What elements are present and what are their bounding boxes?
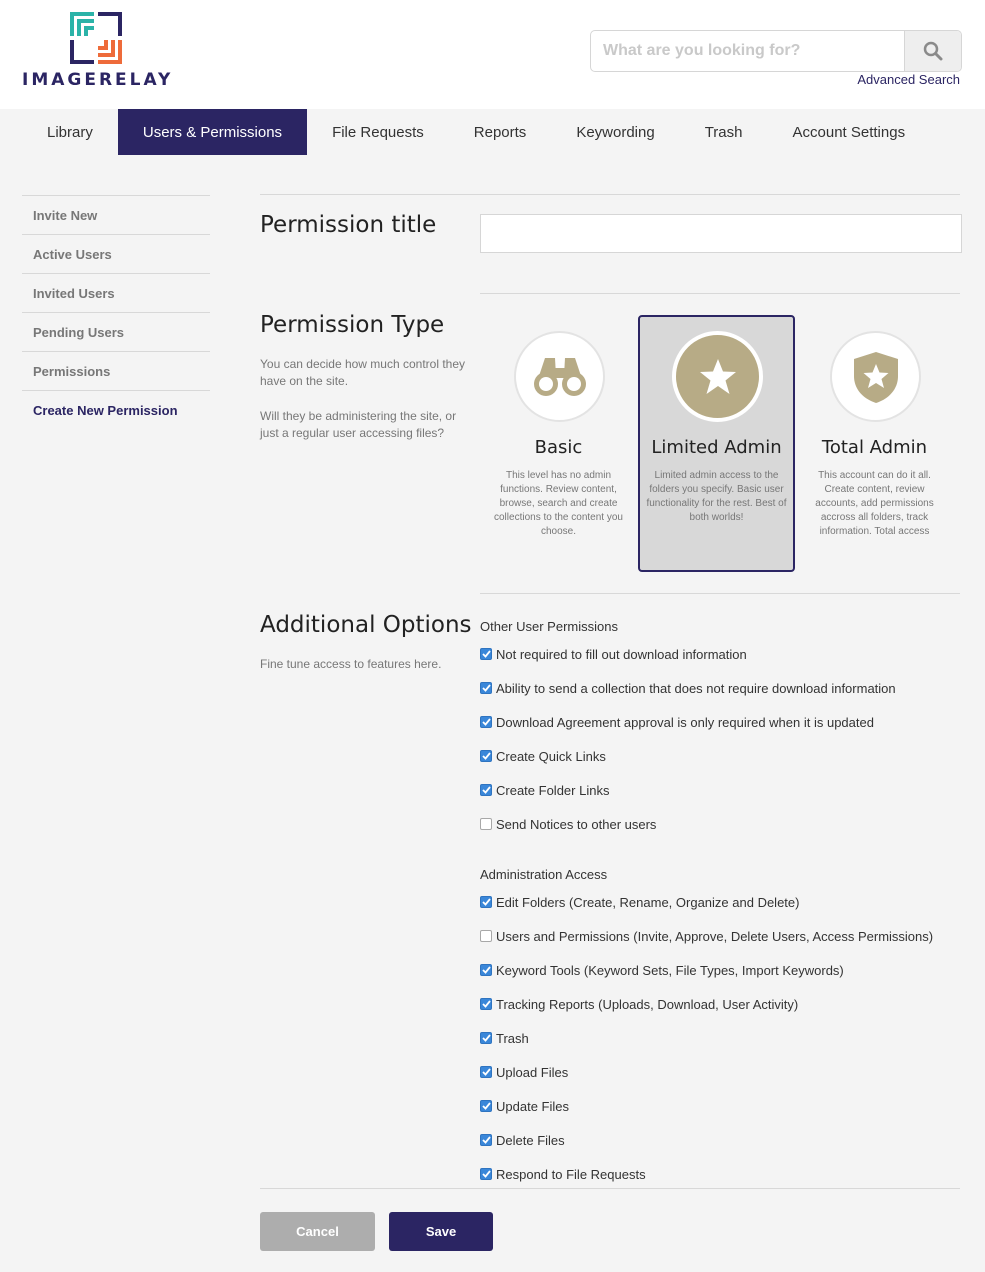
checkbox-label: Download Agreement approval is only required when it is updated: [496, 714, 874, 730]
nav-users-permissions[interactable]: Users & Permissions: [118, 109, 307, 155]
checkmark-icon: [482, 752, 491, 760]
divider: [260, 1188, 960, 1189]
checkbox[interactable]: [480, 1100, 492, 1112]
nav-file-requests[interactable]: File Requests: [332, 123, 424, 141]
checkbox-label: Ability to send a collection that does not require download information: [496, 680, 896, 696]
checkmark-icon: [482, 684, 491, 692]
logo-mark-icon: [70, 12, 122, 64]
checkmark-icon: [482, 1102, 491, 1110]
additional-options-description: Fine tune access to features here.: [260, 657, 442, 671]
checkmark-icon: [482, 1034, 491, 1042]
checkbox[interactable]: [480, 716, 492, 728]
search-button[interactable]: [904, 31, 961, 71]
nav-reports[interactable]: Reports: [473, 123, 527, 141]
cancel-button[interactable]: Cancel: [260, 1212, 375, 1251]
checkbox-row[interactable]: [480, 893, 799, 911]
divider: [480, 293, 960, 294]
checkmark-icon: [482, 1170, 491, 1178]
checkbox-row[interactable]: [480, 961, 844, 979]
checkbox-label: Send Notices to other users: [496, 816, 657, 832]
checkbox-label: Trash: [496, 1030, 529, 1046]
sidebar-item-pending-users[interactable]: Pending Users: [22, 313, 210, 352]
sidebar: [22, 195, 210, 430]
imagerelay-logo[interactable]: [22, 12, 182, 92]
permission-type-description: You can decide how much control they have on the site.: [260, 357, 466, 388]
checkbox[interactable]: [480, 1168, 492, 1180]
divider: [480, 593, 960, 594]
sidebar-item-create-new-permission[interactable]: Create New Permission: [33, 403, 178, 418]
checkbox-label: Create Folder Links: [496, 782, 610, 798]
binoculars-icon: [531, 354, 589, 400]
checkbox[interactable]: [480, 896, 492, 908]
checkmark-icon: [482, 898, 491, 906]
checkbox-label: Respond to File Requests: [496, 1166, 646, 1182]
permission-type-question: Will they be administering the site, or just a regular user accessing files?: [260, 409, 457, 440]
checkbox-row[interactable]: [480, 1131, 565, 1149]
nav-keywording[interactable]: Keywording: [576, 123, 655, 141]
checkbox[interactable]: [480, 998, 492, 1010]
main-nav: [0, 109, 985, 155]
checkbox[interactable]: [480, 1134, 492, 1146]
checkmark-icon: [482, 1000, 491, 1008]
shield-star-icon: [852, 350, 900, 404]
basic-icon-circle: [514, 331, 605, 422]
checkbox[interactable]: [480, 784, 492, 796]
checkbox-label: Keyword Tools (Keyword Sets, File Types, Import Keywords): [496, 962, 844, 978]
checkbox-label: Delete Files: [496, 1132, 565, 1148]
checkbox-row[interactable]: [480, 927, 933, 945]
checkbox[interactable]: [480, 818, 492, 830]
checkmark-icon: [482, 966, 491, 974]
permission-option-total-admin[interactable]: [796, 315, 953, 572]
checkbox-row[interactable]: [480, 645, 747, 663]
star-icon: [698, 357, 738, 397]
brand-name: IMAGERELAY: [22, 70, 174, 90]
permission-option-name: Limited Admin: [651, 437, 782, 458]
permission-title-input[interactable]: [480, 214, 962, 253]
checkbox-row[interactable]: [480, 713, 874, 731]
search-input[interactable]: [591, 31, 905, 71]
checkbox-label: Upload Files: [496, 1064, 569, 1080]
checkbox[interactable]: [480, 964, 492, 976]
permission-option-description: This account can do it all. Create content, review accounts, add permissions accross all folders, track information. Total access: [815, 470, 934, 537]
other-user-permissions-label: Other User Permissions: [480, 619, 618, 634]
save-button[interactable]: Save: [389, 1212, 493, 1251]
checkbox-label: Users and Permissions (Invite, Approve, Delete Users, Access Permissions): [496, 928, 934, 944]
checkbox-row[interactable]: [480, 781, 609, 799]
checkbox-row[interactable]: [480, 1165, 646, 1183]
checkmark-icon: [482, 718, 491, 726]
checkbox[interactable]: [480, 1032, 492, 1044]
permission-option-basic[interactable]: [480, 315, 637, 572]
checkbox-row[interactable]: [480, 679, 896, 697]
checkbox[interactable]: [480, 682, 492, 694]
header: [0, 0, 985, 109]
checkbox-row[interactable]: [480, 1063, 568, 1081]
permission-option-name: Total Admin: [821, 437, 928, 458]
checkbox-label: Not required to fill out download information: [496, 646, 747, 662]
permission-option-name: Basic: [534, 437, 583, 458]
nav-account-settings[interactable]: Account Settings: [792, 123, 906, 141]
checkbox[interactable]: [480, 750, 492, 762]
sidebar-item-invite-new[interactable]: Invite New: [22, 196, 210, 235]
checkbox[interactable]: [480, 1066, 492, 1078]
additional-options-heading: Additional Options: [260, 612, 472, 638]
permission-option-description: This level has no admin functions. Review content, browse, search and create collections to the content you choose.: [494, 470, 623, 537]
checkbox-row[interactable]: [480, 995, 798, 1013]
sidebar-item-invited-users[interactable]: Invited Users: [22, 274, 210, 313]
permission-title-heading: Permission title: [260, 212, 437, 238]
nav-trash[interactable]: Trash: [704, 123, 743, 141]
permission-option-description: Limited admin access to the folders you specify. Basic user functionality for the rest. Best of both worlds!: [646, 470, 787, 523]
divider: [260, 194, 960, 195]
checkbox-label: Edit Folders (Create, Rename, Organize and Delete): [496, 894, 800, 910]
sidebar-item-permissions[interactable]: Permissions: [22, 352, 210, 391]
nav-library[interactable]: Library: [47, 123, 93, 141]
advanced-search-link[interactable]: Advanced Search: [857, 72, 960, 87]
checkbox-label: Update Files: [496, 1098, 569, 1114]
checkbox[interactable]: [480, 930, 492, 942]
sidebar-item-active-users[interactable]: Active Users: [22, 235, 210, 274]
checkbox-label: Tracking Reports (Uploads, Download, User Activity): [496, 996, 799, 1012]
permission-option-limited-admin[interactable]: [638, 315, 795, 572]
permission-type-heading: Permission Type: [260, 312, 445, 338]
checkmark-icon: [482, 1068, 491, 1076]
checkbox-row[interactable]: [480, 1097, 569, 1115]
checkbox[interactable]: [480, 648, 492, 660]
administration-access-label: Administration Access: [480, 867, 608, 882]
checkbox-label: Create Quick Links: [496, 748, 606, 764]
total-admin-icon-circle: [830, 331, 921, 422]
checkmark-icon: [482, 650, 491, 658]
limited-admin-icon-circle: [672, 331, 763, 422]
checkbox-row[interactable]: [480, 1029, 529, 1047]
search-box: [590, 30, 962, 72]
checkmark-icon: [482, 786, 491, 794]
search-icon: [923, 41, 943, 61]
checkmark-icon: [482, 1136, 491, 1144]
checkbox-row[interactable]: [480, 747, 606, 765]
checkbox-row[interactable]: [480, 815, 656, 833]
